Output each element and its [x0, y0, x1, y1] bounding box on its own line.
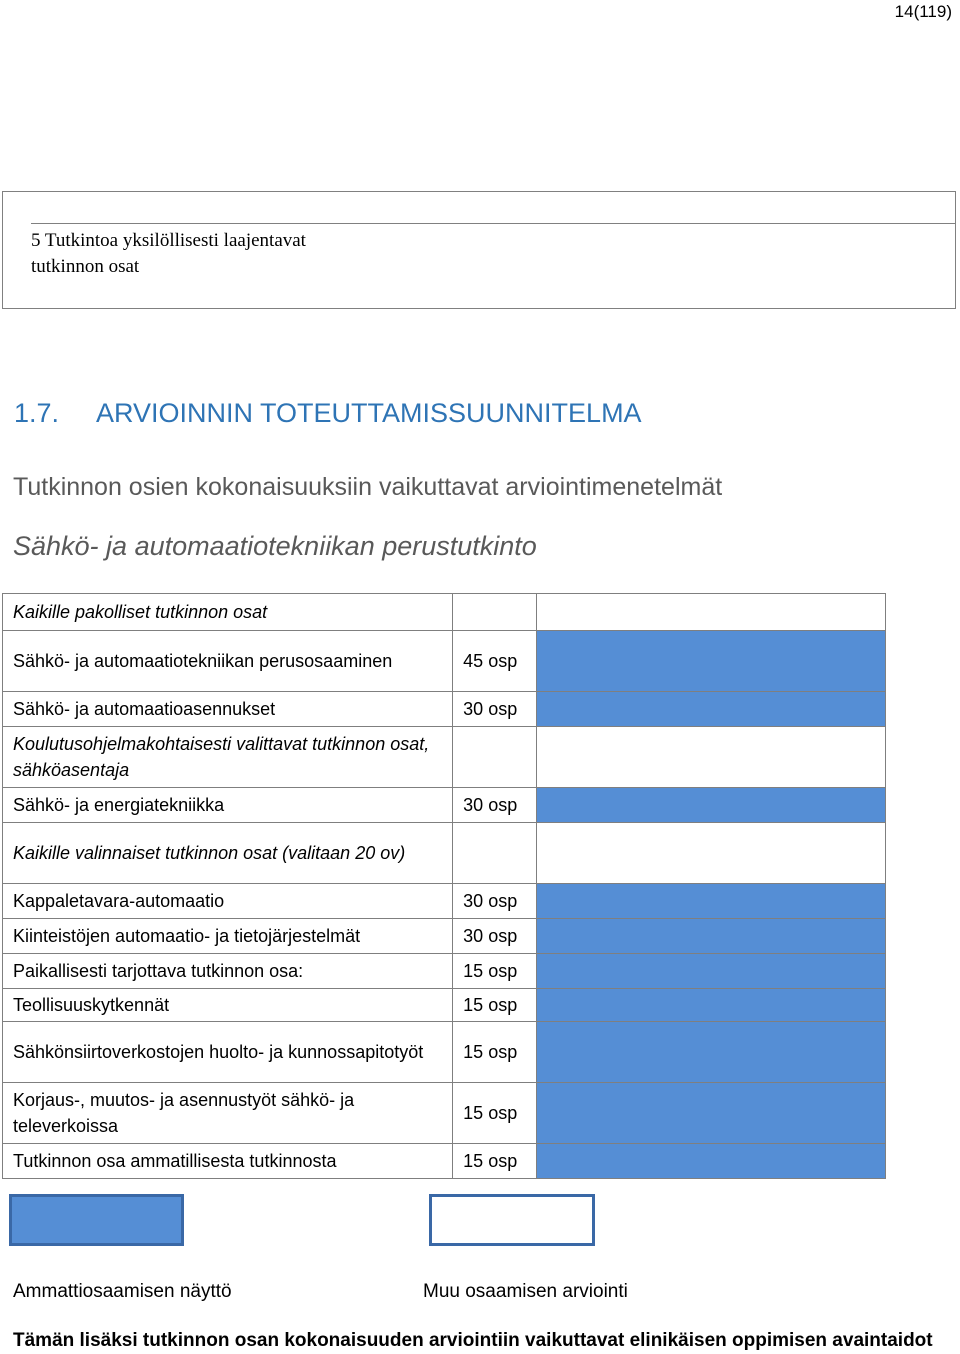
assessment-mark-filled [536, 1144, 885, 1179]
assessment-mark-filled [536, 692, 885, 727]
table-row [3, 919, 886, 954]
table-row [3, 788, 886, 823]
section-number: 1.7. [14, 398, 60, 428]
table-row [3, 1022, 886, 1083]
unit-credits-cell: 15 osp [453, 1083, 537, 1144]
unit-credits-cell: 15 osp [453, 954, 537, 989]
unit-credits-cell [453, 727, 537, 788]
unit-credits-cell: 15 osp [453, 1022, 537, 1083]
unit-name-cell: Korjaus-, muutos- ja asennustyöt sähkö- ja televerkoissa [3, 1083, 453, 1144]
assessment-mark-filled [536, 919, 885, 954]
table-row [3, 954, 886, 989]
assessment-mark-empty [536, 727, 885, 788]
assessment-mark-filled [536, 954, 885, 989]
legend-label-filled: Ammattiosaamisen näyttö [13, 1281, 232, 1302]
previous-section-box [2, 191, 956, 309]
unit-name-cell: Teollisuuskytkennät [3, 989, 453, 1022]
table-row [3, 692, 886, 727]
unit-credits-cell: 30 osp [453, 919, 537, 954]
unit-name-cell: Kappaletavara-automaatio [3, 884, 453, 919]
unit-name-cell: Paikallisesti tarjottava tutkinnon osa: [3, 954, 453, 989]
section-heading [14, 398, 642, 429]
table-row [3, 884, 886, 919]
unit-credits-cell: 30 osp [453, 788, 537, 823]
unit-credits-cell: 15 osp [453, 1144, 537, 1179]
table-row [3, 594, 886, 631]
box-text [31, 228, 431, 280]
unit-name-cell: Koulutusohjelmakohtaisesti valittavat tutkinnon osat, sähköasentaja [3, 727, 453, 788]
assessment-table-body [3, 594, 886, 1179]
unit-credits-cell: 30 osp [453, 692, 537, 727]
assessment-mark-filled [536, 989, 885, 1022]
unit-credits-cell: 45 osp [453, 631, 537, 692]
table-row [3, 1144, 886, 1179]
assessment-mark-filled [536, 788, 885, 823]
degree-title: Sähkö- ja automaatiotekniikan perustutkinto [13, 531, 537, 561]
legend-label-empty: Muu osaamisen arviointi [423, 1281, 628, 1302]
box-text-line1: 5 Tutkintoa yksilöllisesti laajentavat [31, 230, 306, 251]
unit-name-cell: Kaikille valinnaiset tutkinnon osat (valitaan 20 ov) [3, 823, 453, 884]
assessment-mark-empty [536, 594, 885, 631]
legend-swatch-empty [429, 1194, 595, 1246]
unit-name-cell: Sähkönsiirtoverkostojen huolto- ja kunnossapitotyöt [3, 1022, 453, 1083]
assessment-table [2, 593, 886, 1179]
unit-credits-cell [453, 594, 537, 631]
assessment-mark-empty [536, 823, 885, 884]
subtitle: Tutkinnon osien kokonaisuuksiin vaikuttavat arviointimenetelmät [13, 473, 723, 501]
footer-note: Tämän lisäksi tutkinnon osan kokonaisuuden arviointiin vaikuttavat elinikäisen oppimisen avaintaidot [13, 1330, 933, 1351]
legend-swatch-filled [9, 1194, 184, 1246]
assessment-mark-filled [536, 1083, 885, 1144]
box-text-line2: tutkinnon osat [31, 256, 140, 277]
assessment-mark-filled [536, 1022, 885, 1083]
table-row [3, 1083, 886, 1144]
unit-name-cell: Kaikille pakolliset tutkinnon osat [3, 594, 453, 631]
unit-name-cell: Kiinteistöjen automaatio- ja tietojärjestelmät [3, 919, 453, 954]
table-row [3, 631, 886, 692]
unit-name-cell: Sähkö- ja automaatioasennukset [3, 692, 453, 727]
unit-credits-cell: 15 osp [453, 989, 537, 1022]
unit-name-cell: Sähkö- ja automaatiotekniikan perusosaaminen [3, 631, 453, 692]
table-row [3, 727, 886, 788]
box-divider [31, 223, 955, 224]
table-row [3, 989, 886, 1022]
page-number: 14(119) [894, 2, 952, 21]
unit-name-cell: Tutkinnon osa ammatillisesta tutkinnosta [3, 1144, 453, 1179]
unit-credits-cell: 30 osp [453, 884, 537, 919]
assessment-mark-filled [536, 884, 885, 919]
table-row [3, 823, 886, 884]
section-title: ARVIOINNIN TOTEUTTAMISSUUNNITELMA [96, 398, 642, 428]
unit-name-cell: Sähkö- ja energiatekniikka [3, 788, 453, 823]
unit-credits-cell [453, 823, 537, 884]
assessment-mark-filled [536, 631, 885, 692]
